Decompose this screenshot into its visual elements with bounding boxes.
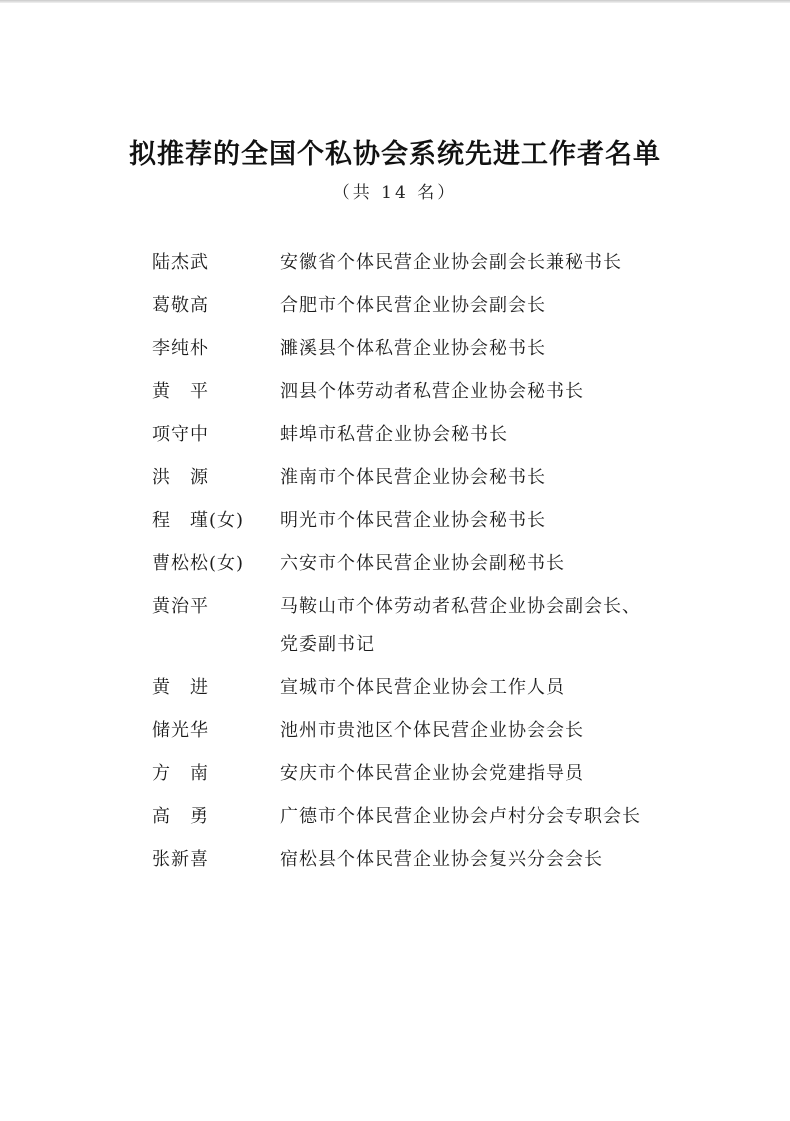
nominee-name: 葛敬高 bbox=[152, 295, 209, 316]
nominee-position: 合肥市个体民营企业协会副会长 bbox=[280, 295, 546, 316]
nominee-name: 黄 平 bbox=[152, 381, 209, 402]
nominee-position: 池州市贵池区个体民营企业协会会长 bbox=[280, 719, 584, 741]
list-item bbox=[152, 507, 712, 540]
nominee-name: 陆杰武 bbox=[152, 252, 209, 273]
nominee-name: 曹松松(女) bbox=[152, 553, 245, 574]
list-item bbox=[152, 335, 712, 368]
nominee-position: 安庆市个体民营企业协会党建指导员 bbox=[280, 762, 584, 784]
nominee-name: 张新喜 bbox=[152, 848, 209, 870]
nominee-name: 项守中 bbox=[152, 424, 209, 445]
list-item bbox=[152, 760, 712, 793]
list-item bbox=[152, 249, 712, 282]
nominee-position: 广德市个体民营企业协会卢村分会专职会长 bbox=[280, 805, 641, 827]
nominee-name: 高 勇 bbox=[152, 805, 209, 827]
nominee-position: 濉溪县个体私营企业协会秘书长 bbox=[280, 338, 546, 359]
document-subtitle: （共 14 名） bbox=[332, 183, 458, 203]
nominee-name: 方 南 bbox=[152, 762, 209, 784]
list-item bbox=[152, 846, 712, 879]
nominee-position: 淮南市个体民营企业协会秘书长 bbox=[280, 467, 546, 488]
list-item bbox=[152, 593, 712, 663]
nominee-list bbox=[152, 249, 712, 878]
nominee-position: 宣城市个体民营企业协会工作人员 bbox=[280, 676, 565, 698]
nominee-name: 储光华 bbox=[152, 719, 209, 741]
list-item bbox=[152, 464, 712, 497]
list-item bbox=[152, 378, 712, 411]
nominee-position: 宿松县个体民营企业协会复兴分会会长 bbox=[280, 848, 603, 870]
nominee-position: 泗县个体劳动者私营企业协会秘书长 bbox=[280, 381, 584, 402]
list-item bbox=[152, 550, 712, 583]
nominee-name: 洪 源 bbox=[152, 467, 209, 488]
list-item bbox=[152, 803, 712, 836]
list-item bbox=[152, 717, 712, 750]
nominee-position: 马鞍山市个体劳动者私营企业协会副会长、 党委副书记 bbox=[280, 596, 641, 655]
nominee-name: 黄治平 bbox=[152, 596, 209, 617]
document-title: 拟推荐的全国个私协会系统先进工作者名单 bbox=[129, 139, 661, 170]
list-item bbox=[152, 292, 712, 325]
list-item bbox=[152, 674, 712, 707]
nominee-position: 蚌埠市私营企业协会秘书长 bbox=[280, 424, 508, 445]
nominee-name: 程 瑾(女) bbox=[152, 510, 245, 531]
nominee-name: 李纯朴 bbox=[152, 338, 209, 359]
nominee-position: 安徽省个体民营企业协会副会长兼秘书长 bbox=[280, 252, 622, 273]
nominee-name: 黄 进 bbox=[152, 676, 209, 698]
list-item bbox=[152, 421, 712, 454]
scan-edge bbox=[0, 0, 790, 3]
nominee-position: 明光市个体民营企业协会秘书长 bbox=[280, 510, 546, 531]
nominee-position: 六安市个体民营企业协会副秘书长 bbox=[280, 553, 565, 574]
